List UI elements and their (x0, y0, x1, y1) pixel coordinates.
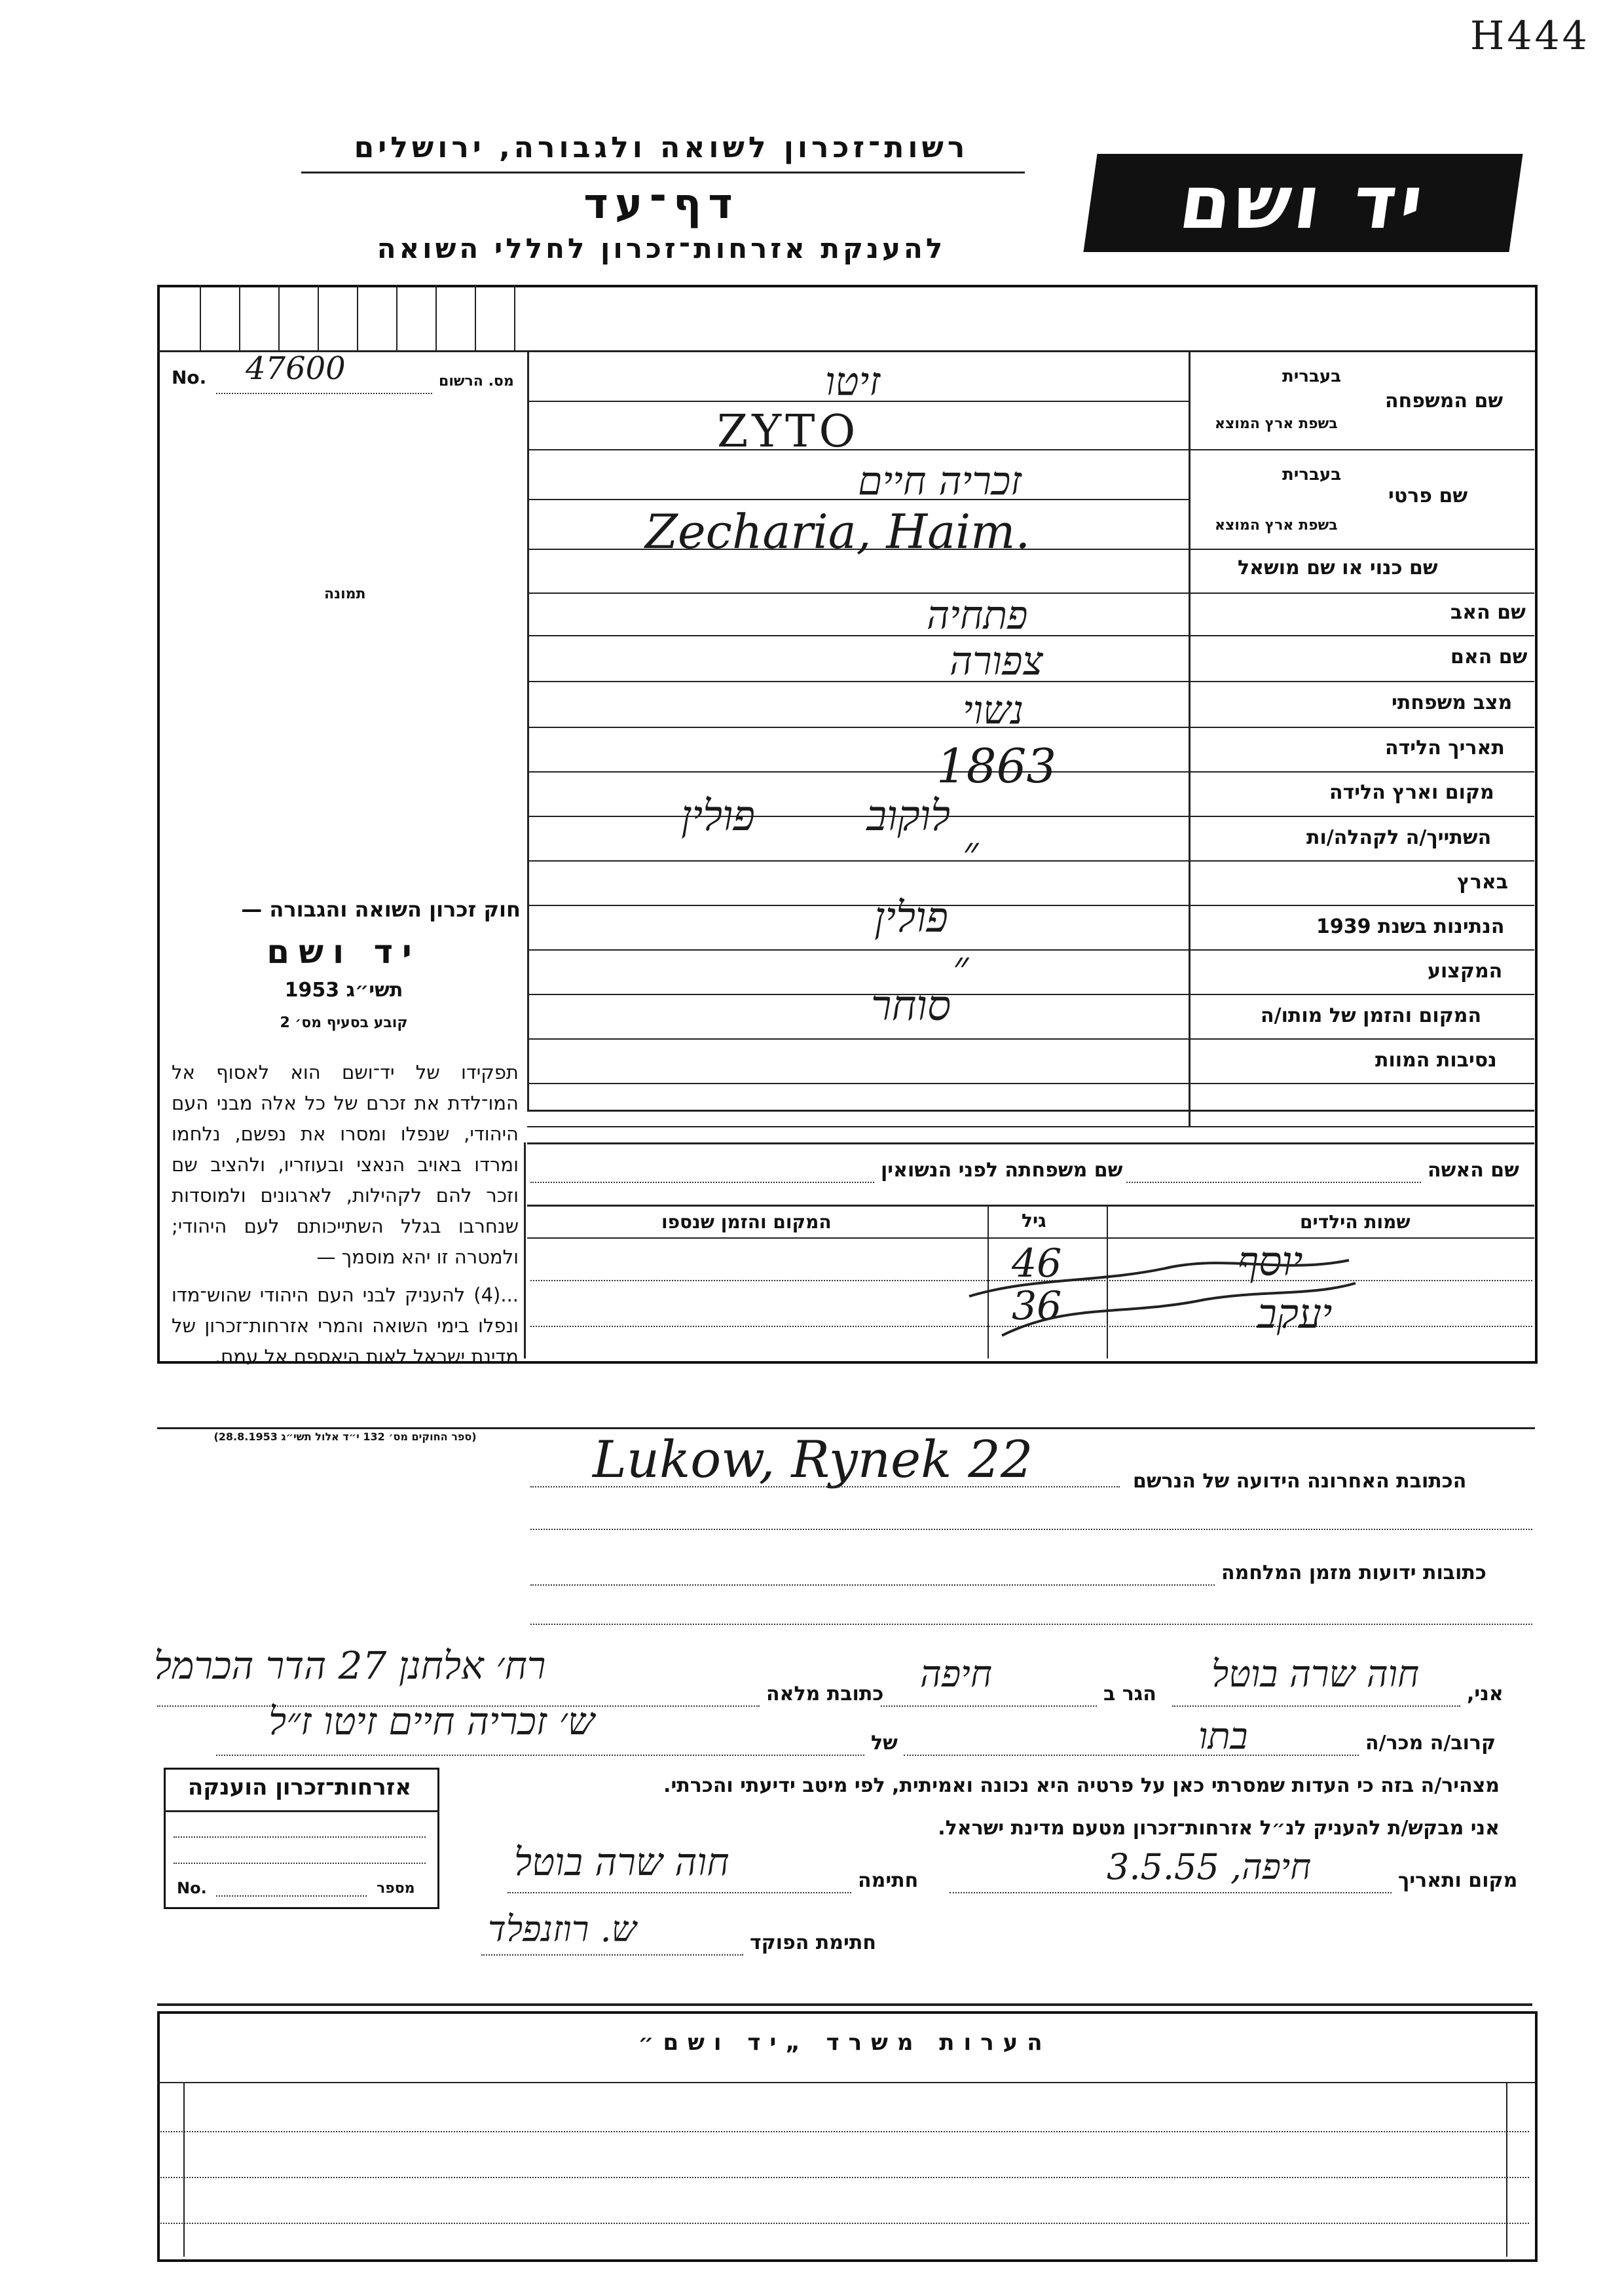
last-address-label: הכתובת האחרונה הידועה של הנרשם (1133, 1470, 1467, 1493)
country-value: פולין (874, 894, 948, 942)
officer-signature: ש. רוזנפלד (488, 1908, 637, 1950)
mother-value: צפורה (950, 638, 1043, 684)
wife-label: שם האשה (1428, 1159, 1519, 1182)
children-names-header: שמות הילדים (1300, 1211, 1411, 1233)
last-address-value: Lukow, Rynek 22 (593, 1430, 1033, 1489)
declaration-text: מצהיר/ה בזה כי העדות שמסרתי כאן על פרטיה היא נכונה ואמיתית, לפי מיטב ידיעתי והכרתי. (663, 1774, 1500, 1797)
first-name-hebrew-value: זכריה חיים (858, 458, 1022, 504)
family-name-hebrew-sub: בעברית (1282, 367, 1342, 386)
children-age-header: גיל (1022, 1210, 1046, 1231)
father-value: פתחיה (927, 592, 1028, 638)
law-name: יד ושם (267, 933, 421, 971)
first-name-origin-sub: בשפת ארץ המוצא (1215, 517, 1338, 534)
children-place-header: המקום והזמן שנספו (661, 1211, 832, 1233)
request-text: אני מבקש/ת להעניק לנ״ל אזרחות־זכרון מטעם מדינת ישראל. (938, 1817, 1500, 1840)
child-name: יעקב (1257, 1290, 1333, 1338)
law-section: קובע בסעיף מס׳ 2 (280, 1015, 408, 1031)
child-age: 46 (1012, 1241, 1062, 1286)
war-address-label: כתובות ידועות מזמן המלחמה (1221, 1561, 1486, 1584)
birth-date-label: תאריך הלידה (1385, 737, 1505, 759)
family-name-origin-sub: בשפת ארץ המוצא (1215, 416, 1338, 432)
birth-place-label: מקום וארץ הלידה (1329, 781, 1494, 804)
relative-value: בתו (1198, 1715, 1248, 1758)
family-name-origin-value: ZYTO (717, 406, 860, 458)
registration-no-label: No. (172, 367, 207, 388)
law-title: חוק זכרון השואה והגבורה — (241, 897, 521, 922)
pen-scribble (956, 1237, 1362, 1349)
death-place-label: המקום והזמן של מותו/ה (1261, 1004, 1482, 1027)
resides-value: חיפה (920, 1653, 992, 1696)
law-year: תשי״ג 1953 (284, 979, 403, 1002)
nickname-label: שם כנוי או שם מושאל (1238, 556, 1438, 579)
death-circ-label: נסיבות המוות (1375, 1049, 1497, 1072)
child-age: 36 (1012, 1283, 1062, 1329)
law-body: תפקידו של יד־ושם הוא לאסוף אל המו־לדת את זכרם של כל אלה מבני העם היהודי, שנפלו ומסרו את נפשם, נלחמו ומרדו באויב הנאצי ובעוזריו, ולהציב שם וזכר להם לקהילות, לארגונים ולמוסדות שנחרבו בגלל השתייכותם לעם היהודי; ולמטרה זו יהא מוסמך — (172, 1061, 519, 1268)
award-box-no-he: מספר (377, 1880, 415, 1897)
signature-label: חתימה (858, 1869, 919, 1892)
logo-text: יד ושם (1174, 160, 1432, 246)
marital-label: מצב משפחתי (1392, 691, 1513, 714)
law-citation: (ספר החוקים מס׳ 132 י״ד אלול תשי״ג 28.8.1953) (213, 1430, 477, 1443)
award-box-no-label: No. (177, 1879, 207, 1897)
form-subtitle: להענקת אזרחות־זכרון לחללי השואה (377, 232, 946, 264)
country-label: בארץ (1457, 871, 1509, 894)
archive-code: H444 (1470, 13, 1590, 59)
resides-label: הגר ב (1103, 1683, 1156, 1705)
of-label: של (871, 1732, 898, 1755)
place-date-value: חיפה, 3.5.55 (1107, 1846, 1312, 1887)
child-name: יוסף (1238, 1237, 1303, 1285)
full-address-label: כתובת מלאה (766, 1683, 884, 1705)
birth-place-value: לוקוב פולין (681, 792, 951, 841)
marital-value: נשוי (963, 687, 1024, 733)
wife-maiden-label: שם משפחתה לפני הנשואין (881, 1159, 1123, 1182)
mother-label: שם האם (1450, 646, 1528, 668)
relative-label: קרוב/ה מכר/ה (1365, 1732, 1496, 1755)
father-label: שם האב (1450, 601, 1526, 624)
profession-value: סוחר (871, 982, 951, 1030)
first-name-label: שם פרטי (1388, 484, 1468, 507)
declarant-name: חוה שרה בוטל (1211, 1653, 1420, 1696)
declarant-signature: חוה שרה בוטל (514, 1840, 729, 1884)
first-name-hebrew-sub: בעברית (1282, 465, 1342, 484)
first-name-origin-value: Zecharia, Haim. (645, 504, 1031, 559)
family-name-hebrew-value: זיטו (825, 359, 881, 405)
office-notes-title: הערות משרד „יד ושם״ (638, 2030, 1052, 2056)
of-value: ש׳ זכריה חיים זיטו ז״ל (268, 1699, 595, 1743)
registration-no-value: 47600 (246, 350, 346, 387)
form-title: דף־עד (583, 180, 739, 228)
family-name-label: שם המשפחה (1385, 390, 1504, 412)
community-value: ״ (963, 828, 979, 877)
declarant-i-label: אני, (1467, 1683, 1504, 1705)
registration-label-he: מס. הרשום (439, 373, 514, 390)
citizenship-label: הנתינות בשנת 1939 (1316, 915, 1505, 938)
award-box-title: אזרחות־זכרון הוענקה (187, 1774, 412, 1800)
full-address-value: רח׳ אלחנן 27 הדר הכרמל (154, 1643, 546, 1688)
law-clause: ...(4) להעניק לבני העם היהודי שהוש־מדו ונפלו בימי השואה והמרי אזרחות־זכרון של מדינת ישראל לאות היאספם אל עמם. (172, 1284, 519, 1368)
authority-title: רשות־זכרון לשואה ולגבורה, ירושלים (354, 131, 969, 164)
profession-label: המקצוע (1428, 960, 1503, 983)
yad-vashem-logo (1083, 154, 1522, 252)
officer-signature-label: חתימת הפוקד (750, 1931, 876, 1954)
birth-date-value: 1863 (936, 738, 1057, 793)
community-label: השתייך/ה לקהלה/ות (1306, 826, 1492, 849)
place-date-label: מקום ותאריך (1398, 1869, 1518, 1892)
citizenship-value: ״ (953, 943, 969, 991)
photo-label: תמונה (324, 586, 366, 602)
